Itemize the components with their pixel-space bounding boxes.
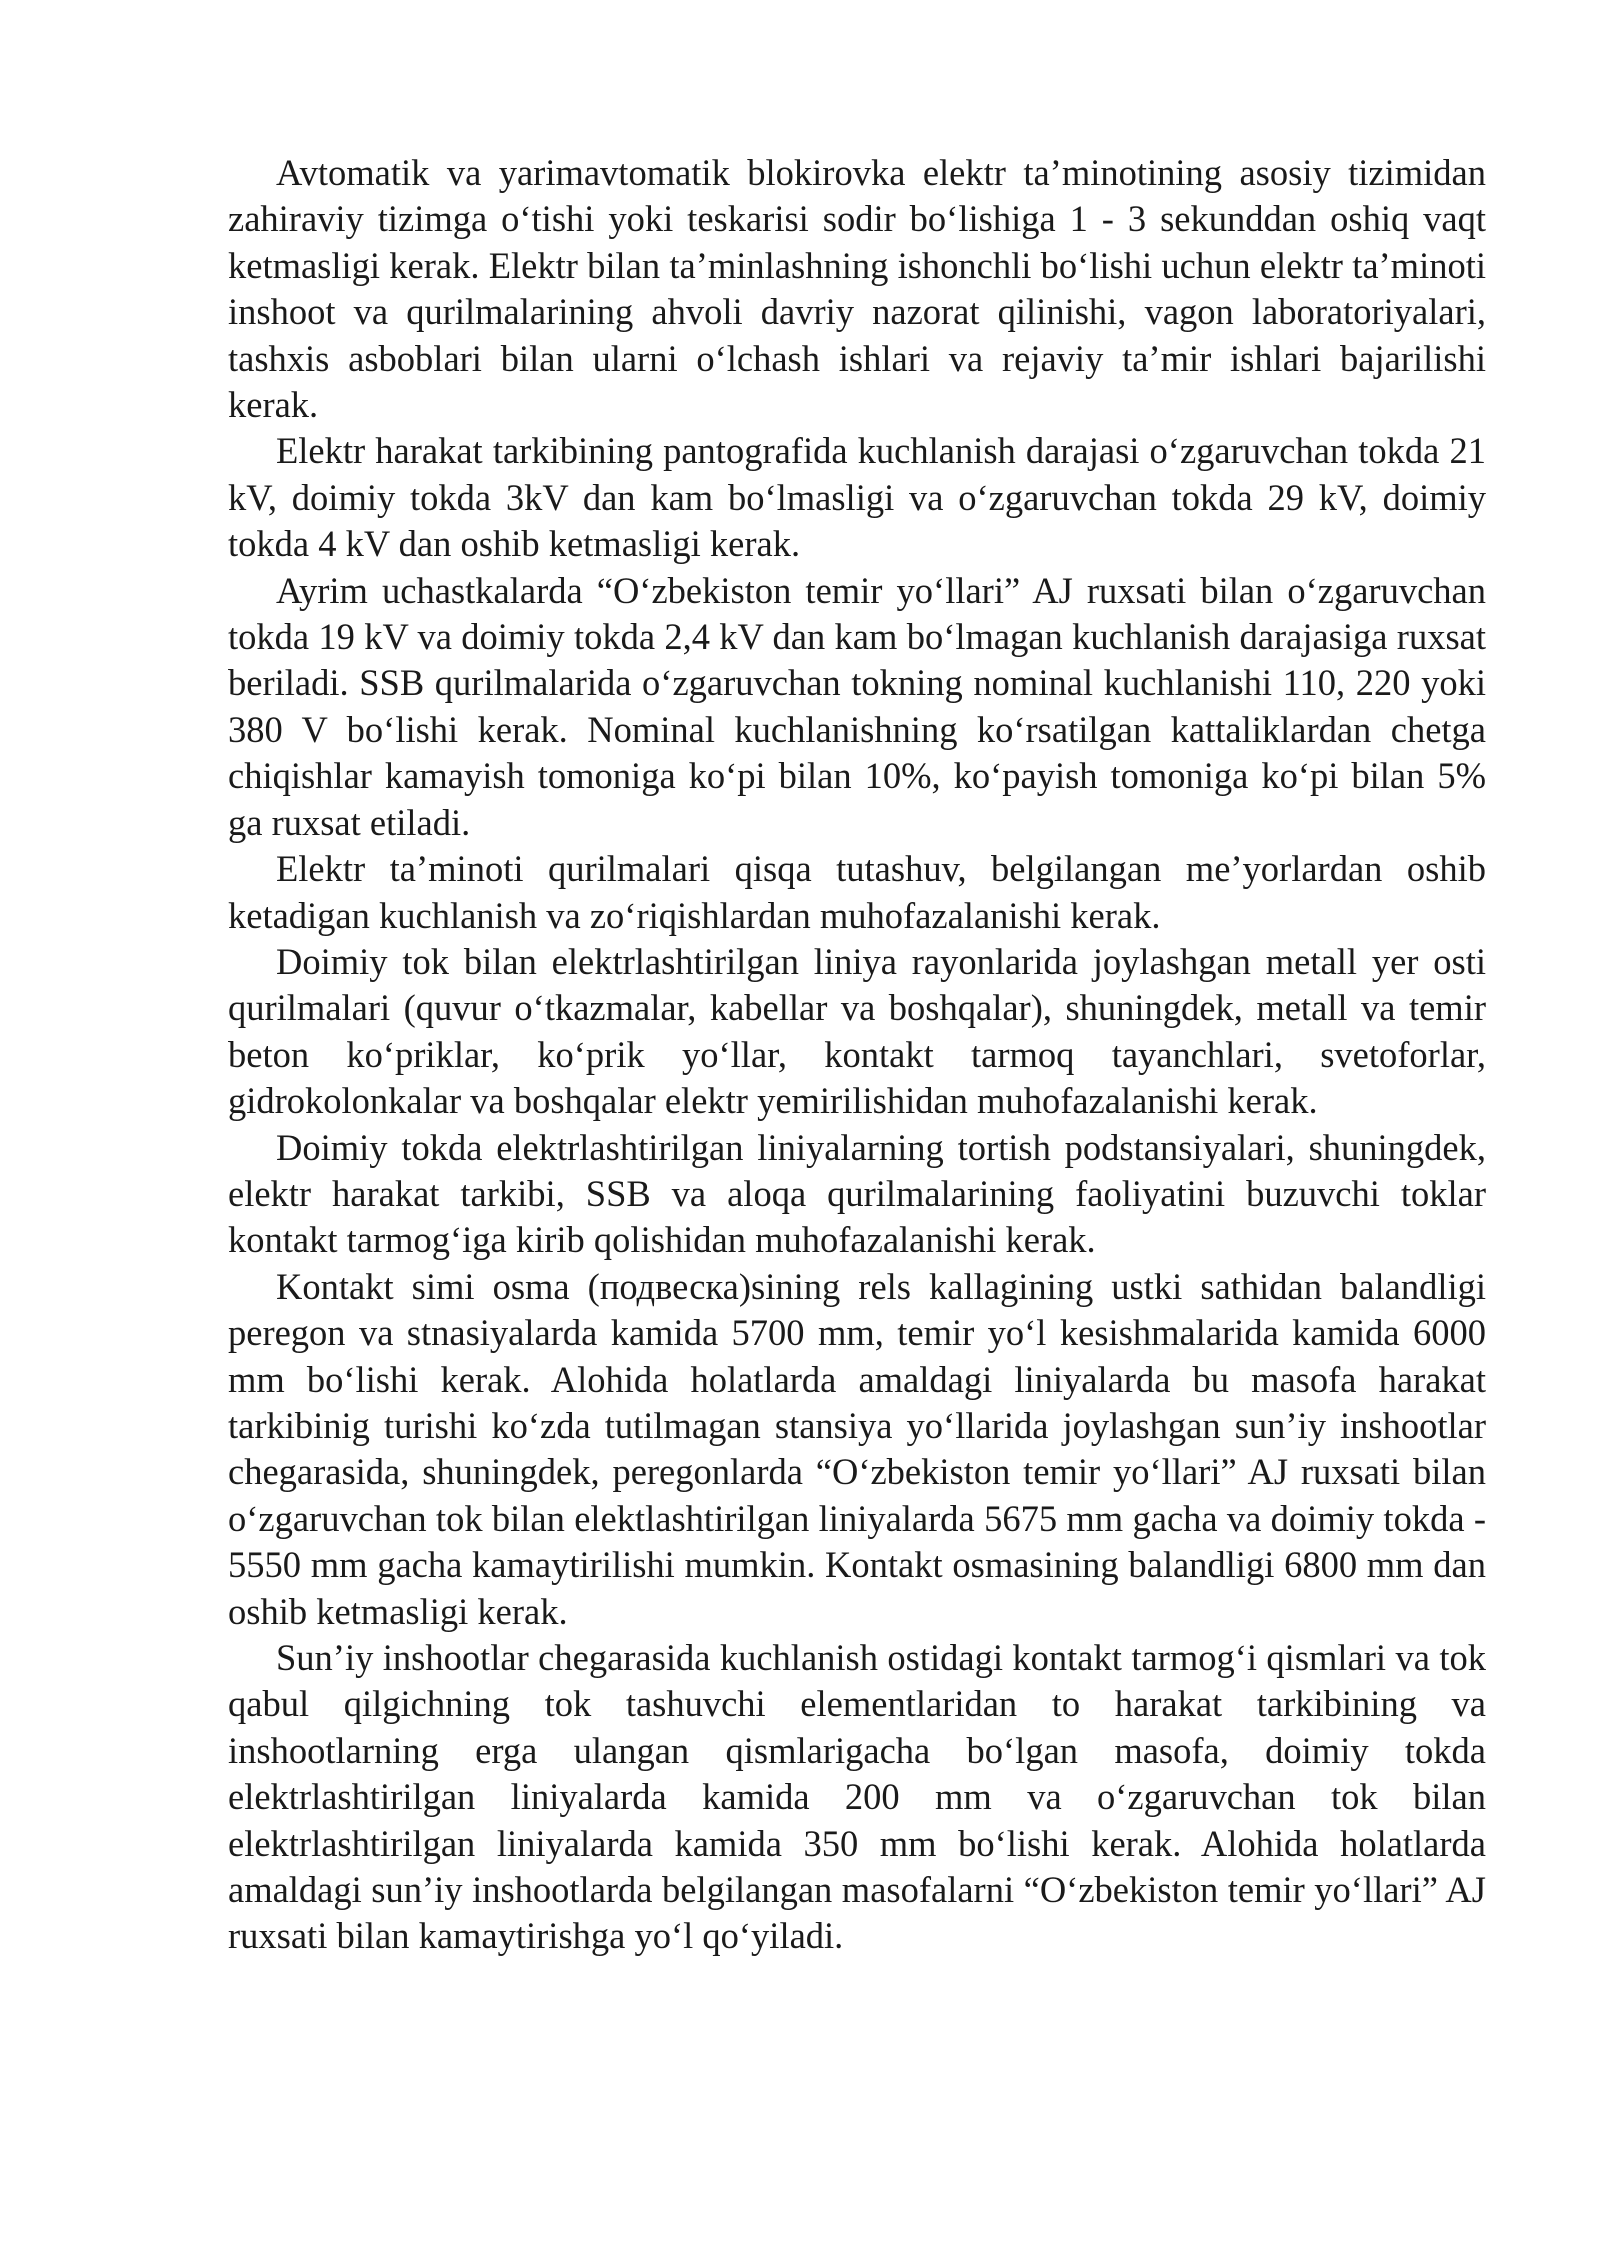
- document-page: [228, 150, 1486, 1960]
- paragraph-4: Elektr ta’minoti qurilmalari qisqa tutashuv, belgilangan me’yorlardan oshib ketadigan kuchlanish va zo‘riqishlardan muhofazalanishi kerak.: [228, 848, 1486, 936]
- paragraph-3: Ayrim uchastkalarda “O‘zbekiston temir yo‘llari” AJ ruxsati bilan o‘zgaruvchan tokda 19 kV va doimiy tokda 2,4 kV dan kam bo‘lmagan kuchlanish darajasiga ruxsat beriladi. SSB qurilmalarida o‘zgaruvchan tokning nominal kuchlanishi 110, 220 yoki 380 V bo‘lishi kerak. Nominal kuchlanishning ko‘rsatilgan kattaliklardan chetga chiqishlar kamayish tomoniga ko‘pi bilan 10%, ko‘payish tomoniga ko‘pi bilan 5% ga ruxsat etiladi.: [228, 569, 1486, 843]
- paragraph-8: Sun’iy inshootlar chegarasida kuchlanish ostidagi kontakt tarmog‘i qismlari va tok qabul qilgichning tok tashuvchi elementlaridan to harakat tarkibining va inshootlarning erga ulangan qismlarigacha bo‘lgan masofa, doimiy tokda elektrlashtirilgan liniyalarda kamida 200 mm va o‘zgaruvchan tok bilan elektrlashtirilgan liniyalarda kamida 350 mm bo‘lishi kerak. Alohida holatlarda amaldagi sun’iy inshootlarda belgilangan masofalarni “O‘zbekiston temir yo‘llari” AJ ruxsati bilan kamaytirishga yo‘l qo‘yiladi.: [228, 1637, 1486, 1957]
- paragraph-2: Elektr harakat tarkibining pantografida kuchlanish darajasi o‘zgaruvchan tokda 21 kV, doimiy tokda 3kV dan kam bo‘lmasligi va o‘zgaruvchan tokda 29 kV, doimiy tokda 4 kV dan oshib ketmasligi kerak.: [228, 430, 1486, 565]
- paragraph-5: Doimiy tok bilan elektrlashtirilgan liniya rayonlarida joylashgan metall yer osti qurilmalari (quvur o‘tkazmalar, kabellar va boshqalar), shuningdek, metall va temir beton ko‘priklar, ko‘prik yo‘llar, kontakt tarmoq tayanchlari, svetoforlar, gidrokolonkalar va boshqalar elektr yemirilishidan muhofazalanishi kerak.: [228, 940, 1486, 1122]
- paragraph-7: Kontakt simi osma (подвеска)sining rels kallagining ustki sathidan balandligi peregon va stnasiyalarda kamida 5700 mm, temir yo‘l kesishmalarida kamida 6000 mm bo‘lishi kerak. Alohida holatlarda amaldagi liniyalarda bu masofa harakat tarkibinig turishi ko‘zda tutilmagan stansiya yo‘llarida joylashgan sun’iy inshootlar chegarasida, shuningdek, peregonlarda “O‘zbekiston temir yo‘llari” AJ ruxsati bilan o‘zgaruvchan tok bilan elektlashtirilgan liniyalarda 5675 mm gacha va doimiy tokda - 5550 mm gacha kamaytirilishi mumkin. Kontakt osmasining balandligi 6800 mm dan oshib ketmasligi kerak.: [228, 1265, 1486, 1632]
- paragraph-6: Doimiy tokda elektrlashtirilgan liniyalarning tortish podstansiyalari, shuningdek, elektr harakat tarkibi, SSB va aloqa qurilmalarining faoliyatini buzuvchi toklar kontakt tarmog‘iga kirib qolishidan muhofazalanishi kerak.: [228, 1126, 1486, 1261]
- paragraph-1: Avtomatik va yarimavtomatik blokirovka elektr ta’minotining asosiy tizimidan zahiraviy tizimga o‘tishi yoki teskarisi sodir bo‘lishiga 1 - 3 sekunddan oshiq vaqt ketmasligi kerak. Elektr bilan ta’minlashning ishonchli bo‘lishi uchun elektr ta’minoti inshoot va qurilmalarining ahvoli davriy nazorat qilinishi, vagon laboratoriyalari, tashxis asboblari bilan ularni o‘lchash ishlari va rejaviy ta’mir ishlari bajarilishi kerak.: [228, 152, 1486, 426]
